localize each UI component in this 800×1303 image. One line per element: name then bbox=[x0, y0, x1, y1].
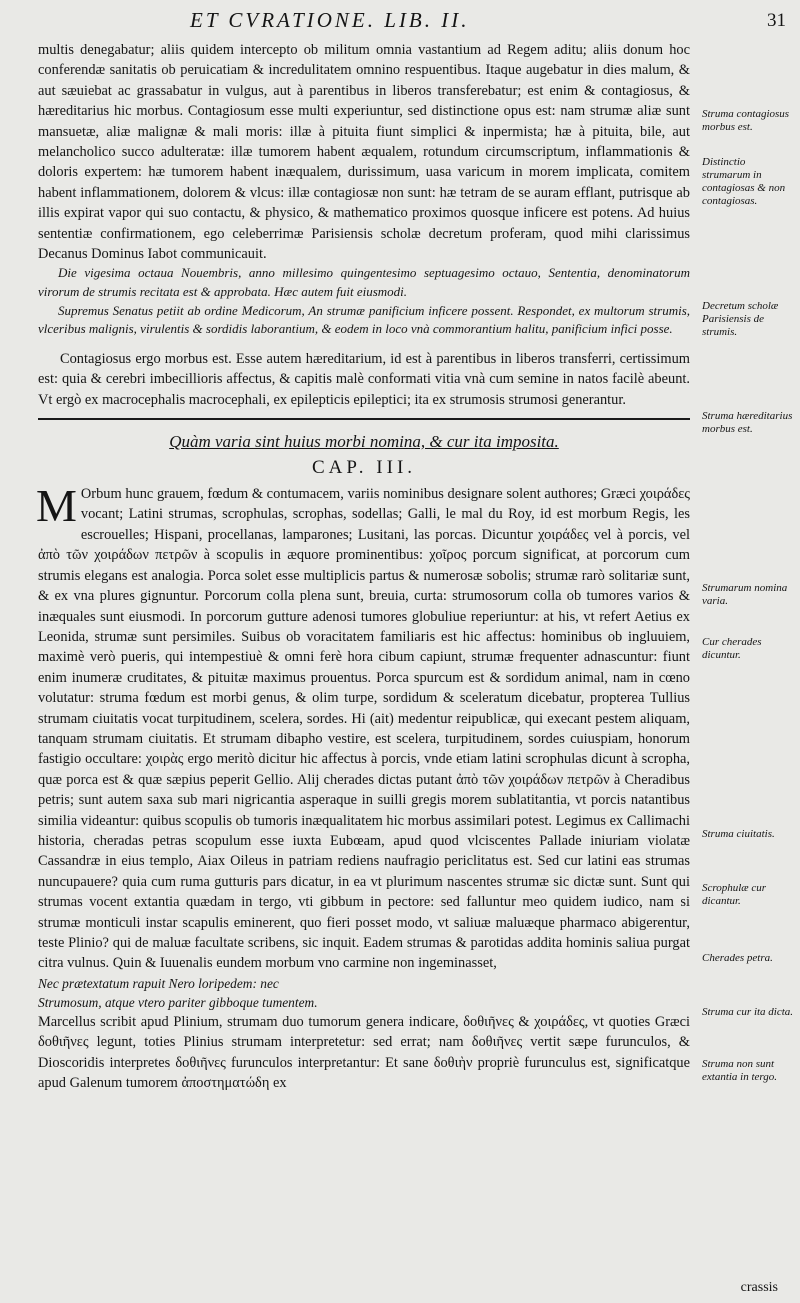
paragraph-hereditary: Contagiosus ergo morbus est. Esse autem hæreditarium, id est à parentibus in liberos transferri, certissimum est: quia & cerebri imbecillioris affectus, & capitis malè conformati vitia vnà cum semine in natos facilè abeunt. Vt ergò ex macrocephalis macrocephali, ex epilepticis epileptici; ita ex strumosis strumosi generantur. bbox=[38, 350, 690, 408]
chapter-body bbox=[36, 480, 690, 974]
paragraph-contagion: multis denegabatur; aliis quidem intercepto ob militum omnia vastantium ad Regem aditu; aliis donum hoc conferendæ sanitatis ob peruicatiam & incredulitatem omnino respuentibus. Itaque augebatur in dies malum, & aut sæuiebat ac grassabatur in vulgus, aut à parentibus in liberos transferebatur; est enim & contagiosus, & hæreditarius hic morbus. Contagiosum esse multi experiuntur, sed distinctione opus est: nam strumæ aliæ sunt mansuetæ, aliæ malignæ & mali moris: illæ à pituita fiunt simplici & inpermista; hæ à pituita, bile, aut melancholico succo adulteratæ: illæ tumorem habent æqualem, rotundum circumscriptum, inflammationis & doloris expertem: hæ tumorem habent inæqualem, durissimum, uasa varicum in morem implicata, comitem habent inflammationem, dolorem & vlcus: illæ contagiosæ non sunt: hæ tetram de se auram efflant, putrisque ab illis expirat vapor qui suo contactu, & physico, & mathematico proximos quosque inficere est potens. Ad huius sententiæ confirmationem, ego celeberrimæ Parisiensis scholæ decretum proferam, quod mihi clarissimus Decanus Dominus Iabot communicauit. bbox=[38, 42, 690, 263]
decree-date-paragraph: Die vigesima octaua Nouembris, anno millesimo quingentesimo septuagesimo octauo, Sententia, denominatorum virorum de strumis recitata est & approbata. Hæc autem fuit eiusmodi. bbox=[38, 265, 690, 300]
decree-text-paragraph: Supremus Senatus petiit ab ordine Medicorum, An strumæ panificium inficere possent. Respondet, ex multorum strumis, vlceribus malignis, virulentis & sordidis laborantium, & eodem in loco vnà commorantium halitu, panificium infici posse. bbox=[38, 302, 690, 337]
catchword: crassis bbox=[740, 1280, 778, 1295]
margin-note-non-extantia: Struma non sunt extantia in tergo. bbox=[702, 1058, 778, 1083]
margin-note-cherades: Cur cherades dicuntur. bbox=[702, 636, 762, 661]
margin-note-cherades-petra: Cherades petra. bbox=[702, 952, 773, 964]
verse-line-2: Strumosum, atque vtero pariter gibboque tumentem. bbox=[38, 994, 318, 1010]
margin-note-scrophulae: Scrophulæ cur dicantur. bbox=[702, 882, 767, 907]
margin-note-distinction: Distinctio strumarum in contagiosas & non contagiosas. bbox=[702, 156, 786, 207]
margin-note-contagious: Struma contagiosus morbus est. bbox=[702, 108, 790, 133]
chapter-number: CAP. III. bbox=[311, 457, 417, 479]
page-header bbox=[0, 0, 800, 40]
margin-note-decree: Decretum scholæ Parisiensis de strumis. bbox=[702, 300, 779, 338]
closing-paragraph: Marcellus scribit apud Plinium, strumam duo tumorum genera indicare, δοθιῆνες & χοιράδες, vt quoties Græci δοθιῆνες legunt, toties Plinius strumam interpretetur: sed errat; nam δοθιῆνες vertit sæpe furunculos, & Dioscoridis interpretes δοθιῆνες furunculos interpretantur: Et sane δοθιὴν propriè furunculus est, significatque apud Galenum tumorem ἀποστηματώδη ex bbox=[38, 1013, 690, 1092]
section-divider bbox=[38, 418, 690, 420]
page-number: 31 bbox=[767, 10, 786, 31]
chapter-body-text: Orbum hunc grauem, fœdum & contumacem, variis nominibus designare solent authores; Græci χοιράδες vocant; Latini strumas, scrophulas, scrophas, sodellas; Galli, le mal du Roy, id est morbum Regis, les escrouelles; Hispani, procellanas, lamparones; Lusitani, las porcas. Dicuntur χοιράδες vel à porcis, vel ἀπὸ τῶν χοιράδων πετρῶν à scopulis in æquore prominentibus: χοῖρος porcum significat, at porcorum cum strumis elegans est analogia. Porca solet esse multiplicis partus & numerosæ sobolis; strumæ rarò solitariæ sunt, & ex vna plures gignuntur. Porcorum colla plena sunt, breuia, curta: strumosorum colla ob tumores varios & inæquales sunt eiusmodi. In porcorum gutture adenosi tumores globuliue reperiuntur: at his, vt refert Aetius ex Leonida, strumæ sunt persimiles. Suibus ob voracitatem familiaris est hic affectus: hominibus ob ingluuiem, maximè verò pueris, qui intempestiuè & omni ferè hora cibum capiunt, strumæ frequenter adnascuntur: fiunt enim inumeræ cruditates, & pituitæ maximus prouentus. Porca spurcum est & sordidum animal, nam in cœno volutatur: struma fœdum est morbi genus, & olim turpe, sordidum & sceleratum dicebatur, propterea Tullius strumam ciuitatis vocat turpitudinem, scelera, sordes. Hi (ait) medentur reipublicæ, qui execant pestem aliquam, tanquam strumam ciuitatis. Et strumam dibapho vestire, est scelera, turpitudinem, sordes cuiuspiam, honorum fastigio occultare: χοιρὰς ergo meritò dicitur hic affectus à porcis, vnde etiam latini scrophulas dicunt à scropha, quæ porca est & quæ sæpius peperit Gellio. Alij cherades dictas putant ἀπὸ τῶν χοιράδων πετρῶν à Cheradibus petris; sunt autem saxa sub mari nigricantia asperaque in suilli gregis morem sublatitantia, vt porcis natantibus similia videantur: quibus scopulis ob tumoris inæqualitatem hic morbus assimilari potest. Legimus ex Callimachi historia, cheradas petras scopulum esse iuxta Eubœam, apud quod vlciscentes Pallade iniuriam violatæ Cassandræ in eius templo, Aiax Oileus in patriam rediens naufragio periclitatus est. Sed cur latini eas strumas nuncupauere? quia cum ruma gutturis pars dicatur, in ea vt plurimum nascentes strumæ sic dictæ sunt. Sunt qui strumas vocent extantia quædam in tergo, vti gibbum in pectore: sed falluntur meo quidem iudico, nam si strumæ monticuli instar scapulis eminerent, quo fieri posset modo, vt saliuæ maluæque pharmaco abigerentur, teste Plinio? qui de maluæ facultate scribens, sic inquit. Eadem strumas & parotidas addita hominis saliua purgat citra vulnus. Quin & Iuuenalis eundem morbum vno carmine non ingeminasset, bbox=[38, 486, 690, 972]
margin-note-hereditary: Struma hæreditarius morbus est. bbox=[702, 410, 793, 435]
margin-note-struma-ciuitatis: Struma ciuitatis. bbox=[702, 828, 775, 840]
margin-note-names: Strumarum nomina varia. bbox=[702, 582, 788, 607]
margin-note-struma-dicta: Struma cur ita dicta. bbox=[702, 1006, 794, 1018]
main-text-block bbox=[38, 40, 690, 1093]
drop-cap: M bbox=[36, 480, 77, 532]
running-head: ET CVRATIONE. LIB. II. bbox=[190, 8, 470, 32]
chapter-title: Quàm varia sint huius morbi nomina, & cur ita imposita. bbox=[169, 432, 559, 452]
spacer bbox=[38, 339, 690, 349]
verse-line-1: Nec prætextatum rapuit Nero loripedem: nec bbox=[38, 975, 279, 991]
